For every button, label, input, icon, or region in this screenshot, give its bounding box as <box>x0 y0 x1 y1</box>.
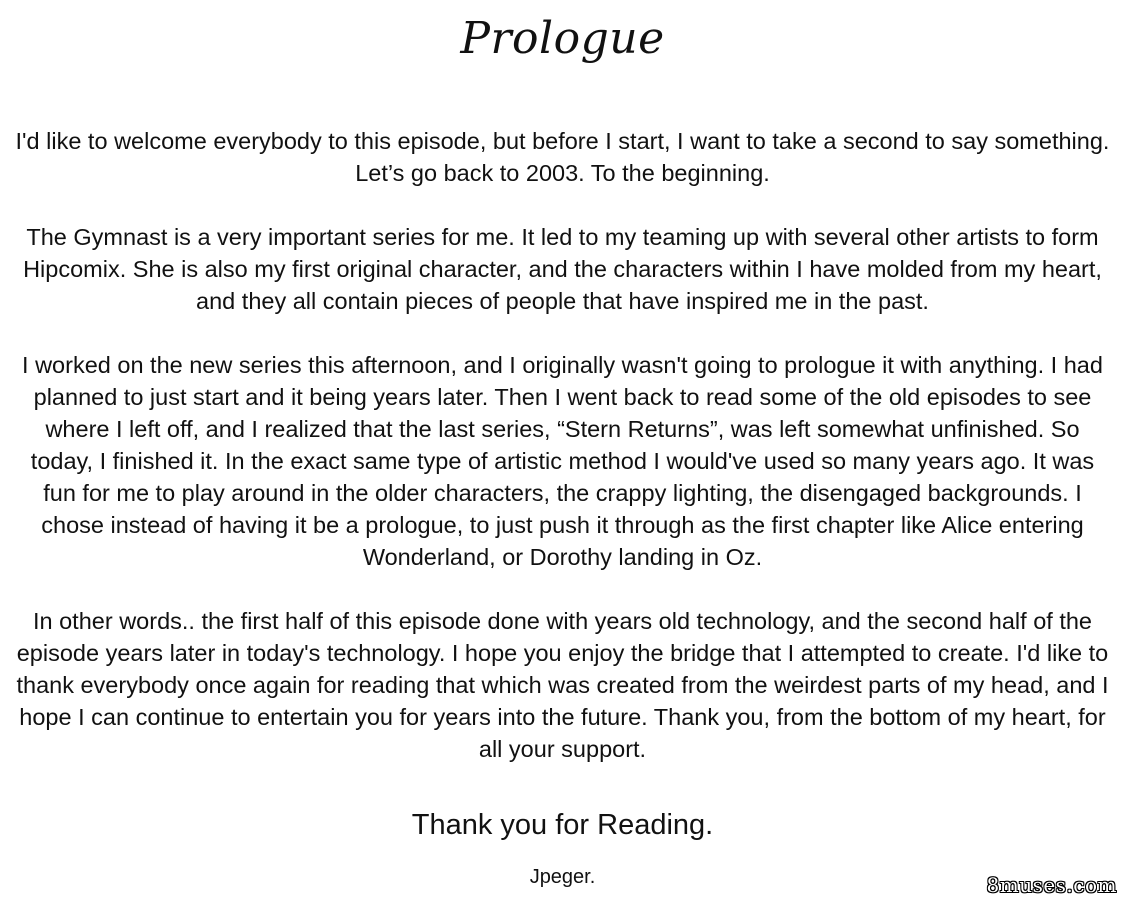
thank-you-heading: Thank you for Reading. <box>411 809 714 841</box>
paragraph-closing-thoughts: In other words.. the first half of this episode done with years old technology, and the second half of the episode years later in today's technology. I hope you enjoy the bridge that I attempted to create. I'd like to thank everybody once again for reading that which was created from the weirdest parts of my head, and I hope I can continue to entertain you for years into the future. Thank you, from the bottom of my heart, for all your support. <box>16 608 1109 762</box>
page-title: Prologue <box>460 13 665 64</box>
document-body <box>12 125 1113 765</box>
paragraph-new-series: I worked on the new series this afternoon, and I originally wasn't going to prologue it with anything. I had planned to just start and it being years later. Then I went back to read some of the old episodes to see where I left off, and I realized that the last series, “Stern Returns”, was left somewhat unfinished. So today, I finished it. In the exact same type of artistic method I would've used so many years ago. It was fun for me to play around in the older characters, the crappy lighting, the disengaged backgrounds. I chose instead of having it be a prologue, to just push it through as the first chapter like Alice entering Wonderland, or Dorothy landing in Oz. <box>22 352 1103 570</box>
paragraph-series-importance: The Gymnast is a very important series for me. It led to my teaming up with several other artists to form Hipcomix. She is also my first original character, and the characters within I have molded from my heart, and they all contain pieces of people that have inspired me in the past. <box>23 224 1102 314</box>
site-watermark: 8muses.com <box>986 873 1117 897</box>
author-signature: Jpeger. <box>529 866 596 888</box>
paragraph-welcome: I'd like to welcome everybody to this episode, but before I start, I want to take a second to say something. Let’s go back to 2003. To the beginning. <box>15 128 1110 186</box>
